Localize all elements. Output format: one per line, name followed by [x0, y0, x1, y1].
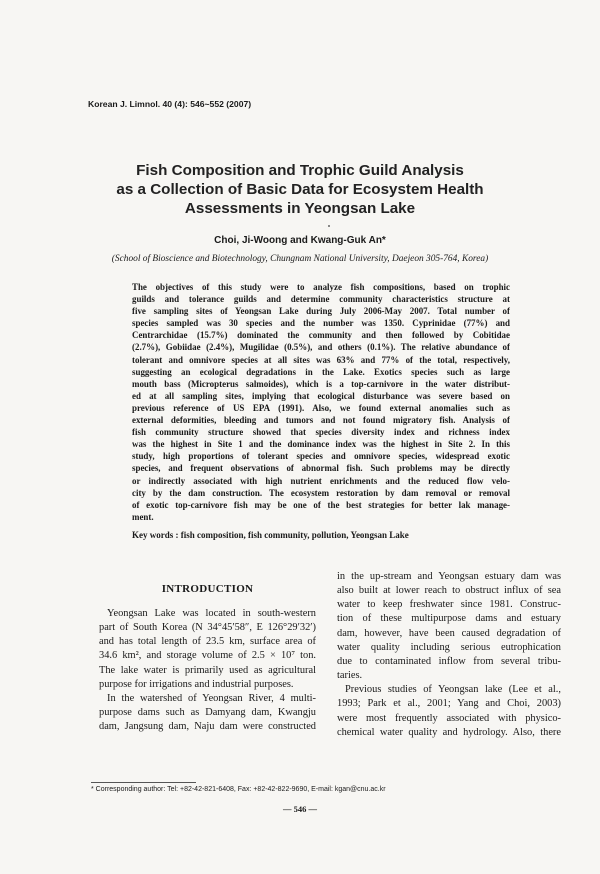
body-line: Previous studies of Yeongsan lake (Lee et al.,: [345, 684, 561, 696]
body-line: purpose dams such as Damyang dam, Kwangju: [99, 707, 316, 719]
abstract-line: study, high proportions of tolerant species and omnivore species, widespread exotic: [132, 451, 510, 462]
journal-reference: Korean J. Limnol. 40 (4): 546~552 (2007): [88, 99, 252, 109]
affiliation: (School of Bioscience and Biotechnology, Chungnam National University, Daejeon 305-764, Korea): [111, 254, 489, 264]
body-line: in the up-stream and Yeongsan estuary dam was: [337, 571, 561, 582]
body-line: and has total length of 23.5 km, surface area of: [99, 636, 316, 648]
section-heading-introduction: INTRODUCTION: [161, 583, 254, 595]
abstract-line: fish community structure showed that species diversity index and richness index: [132, 427, 510, 438]
abstract-line: The objectives of this study were to analyze fish compositions, based on trophic: [132, 282, 510, 292]
body-line: water to keep freshwater since 1981. Construc-: [337, 599, 561, 611]
stray-mark: [328, 225, 330, 227]
body-line: The lake water is primarily used as agricultural: [99, 664, 316, 676]
abstract-line: suggesting an ecological degradations in the Lake. Exotics species such as large: [132, 366, 510, 377]
authors: Choi, Ji-Woong and Kwang-Guk An*: [214, 235, 386, 246]
abstract-line: of exotic top-carnivore fish may be one of the best strategies for better lak manage-: [132, 499, 510, 510]
body-line: 1993; Park et al., 2001; Yang and Choi, 2003): [337, 698, 561, 710]
body-line: purpose for irrigations and industrial purposes.: [99, 678, 294, 690]
body-line: chemical water quality and hydrology. Also, there: [337, 726, 561, 738]
title-line: Fish Composition and Trophic Guild Analysis: [136, 162, 464, 179]
left-column: [99, 607, 316, 734]
abstract-line: mouth bass (Micropterus salmoides), which is a top-carnivore in the water distribut-: [132, 378, 510, 389]
title-line: Assessments in Yeongsan Lake: [184, 200, 416, 217]
abstract-line: Centrarchidae (15.7%) dominated the community and then followed by Cobitidae: [132, 330, 510, 341]
abstract-line: ed at all sampling sites, implying that ecological disturbance was severe based on: [132, 390, 510, 401]
corresponding-author-footnote: * Corresponding author: Tel: +82-42-821-6408, Fax: +82-42-822-9690, E-mail: kgan@cnu.ac.kr: [91, 786, 386, 793]
abstract-line: five sampling sites of Yeongsan Lake during July 2006-May 2007. Total number of: [132, 306, 510, 317]
abstract-line: (2.7%), Gobiidae (2.4%), Mugilidae (0.5%), and others (0.1%). The relative abundance of: [132, 342, 510, 353]
body-line: also built at lower reach to obstruct influx of sea: [337, 585, 561, 597]
body-line: Yeongsan Lake was located in south-western: [107, 608, 316, 619]
abstract-line: tolerant and omnivore species at all sites was 63% and 77% of the total, respectively,: [132, 354, 510, 365]
body-line: due to contaminated inflow from several tribu-: [337, 655, 561, 667]
body-line: 34.6 km², and storage volume of 2.5 × 10⁷ ton.: [99, 650, 316, 662]
body-line: part of South Korea (N 34°45′58″, E 126°29′32′): [99, 622, 316, 634]
body-line: dam, however, have been caused degradation of: [337, 627, 561, 639]
footnote-divider: [91, 782, 196, 783]
right-column: [337, 570, 561, 740]
body-line: were most frequently associated with physico-: [337, 712, 561, 724]
abstract-line: external deformities, bleeding and tumors and not found migratory fish. Analysis of: [132, 415, 510, 426]
abstract-line: species, and frequent observations of abnormal fish. Such problems may be directly: [132, 463, 510, 474]
abstract-line: ment.: [132, 511, 154, 522]
abstract-line: was the highest in Site 1 and the dominance index was the highest in Site 2. In this: [132, 439, 510, 450]
keywords: Key words : fish composition, fish community, pollution, Yeongsan Lake: [132, 530, 409, 540]
body-line: water quality including serious eutrophication: [337, 641, 561, 653]
body-line: taries.: [337, 670, 363, 682]
abstract-line: species sampled was 30 species and the number was 1350. Cyprinidae (77%) and: [132, 318, 510, 329]
article-title: [100, 161, 500, 218]
body-line: In the watershed of Yeongsan River, 4 multi-: [107, 692, 316, 704]
abstract-line: guilds and tolerance guilds and determine community characteristics structure at: [132, 294, 510, 305]
body-line: tion of these multipurpose dams and estuary: [337, 613, 561, 625]
abstract-line: previous reference of US EPA (1991). Also, we found external anomalies such as: [132, 402, 510, 413]
abstract-line: or indirectly associated with high nutrient enrichments and the reduced flow velo-: [132, 475, 510, 486]
page-number: — 546 —: [283, 804, 317, 814]
title-line: as a Collection of Basic Data for Ecosystem Health: [116, 181, 484, 198]
abstract: [132, 281, 510, 523]
abstract-line: city by the dam construction. The ecosystem restoration by dam removal or removal: [132, 487, 510, 498]
body-line: dam, Jangsung dam, Naju dam were constructed: [99, 721, 316, 733]
